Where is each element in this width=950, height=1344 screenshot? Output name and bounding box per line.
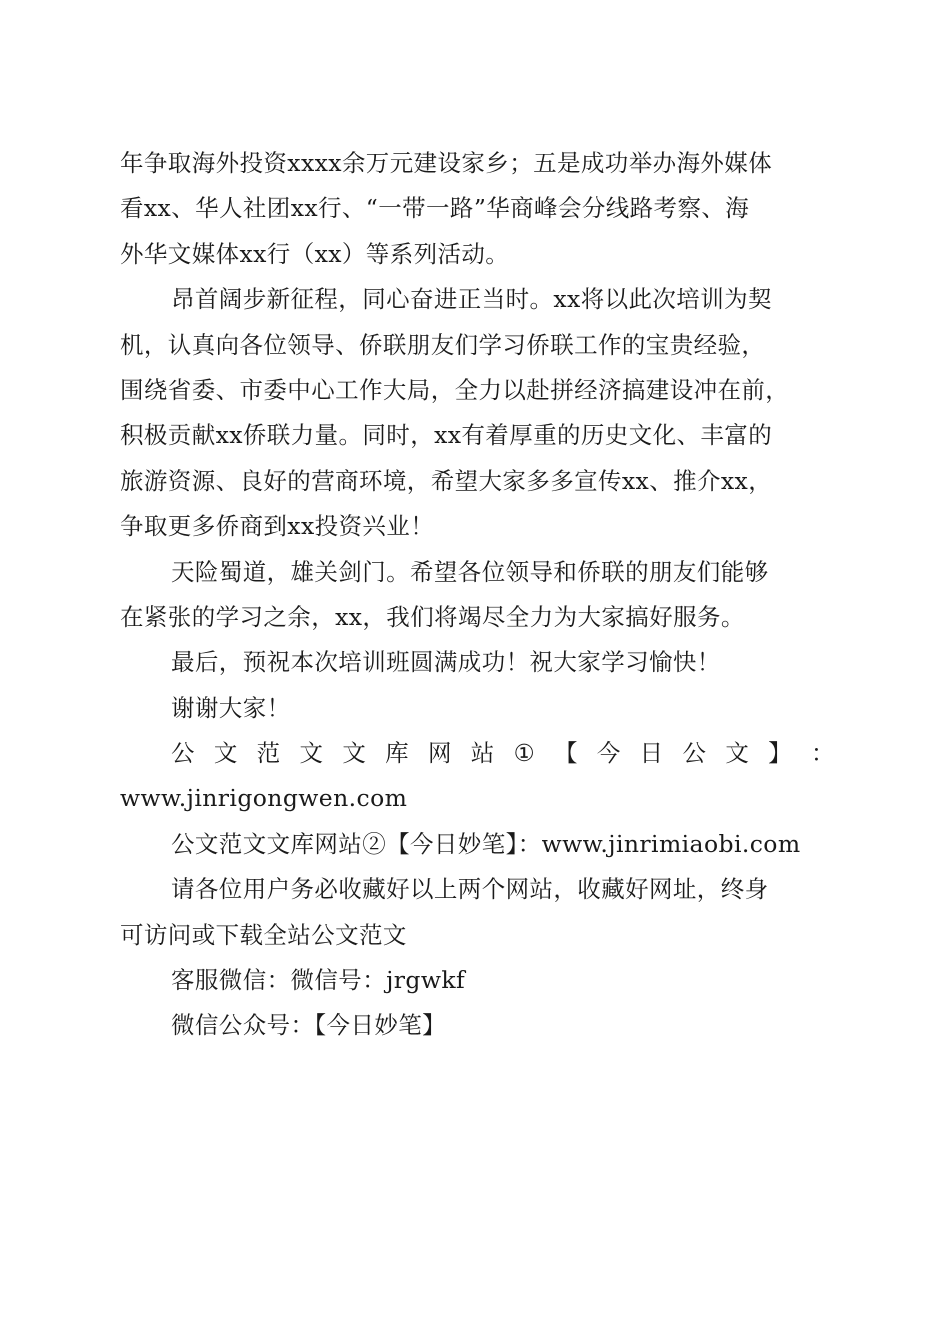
- site-one-label-char: 文: [213, 739, 238, 768]
- paragraph-official-account: 微信公众号：【今日妙笔】: [171, 1011, 447, 1040]
- site-one-label-char: ①: [513, 739, 536, 768]
- site-one-url: www.jinrigongwen.com: [120, 784, 408, 813]
- site-one-label-char: 【: [554, 739, 578, 768]
- text-line: 围绕省委、市委中心工作大局，全力以赴拼经济搞建设冲在前，: [120, 375, 790, 404]
- paragraph-customer-service: 客服微信：微信号：jrgwkf: [171, 966, 466, 995]
- site-one-label-char: 今: [596, 739, 621, 768]
- site-one-label-char: 网: [427, 739, 452, 768]
- paragraph-bookmark-notice: [120, 867, 835, 958]
- paragraph-new-journey: [120, 277, 835, 549]
- site-one-label-char: 站: [470, 739, 495, 768]
- site-one-label: [120, 731, 835, 776]
- text-line: 昂首阔步新征程，同心奋进正当时。xx将以此次培训为契: [171, 285, 772, 314]
- site-one-label-char: 文: [299, 739, 324, 768]
- document-body: [120, 141, 835, 1049]
- text-line: 年争取海外投资xxxx余万元建设家乡；五是成功举办海外媒体: [120, 149, 773, 177]
- paragraph-thanks: 谢谢大家！: [171, 693, 291, 722]
- text-line: 看xx、华人社团xx行、“一带一路”华商峰会分线路考察、海: [120, 194, 750, 223]
- paragraph-site-one: [120, 731, 835, 822]
- text-line: 旅游资源、良好的营商环境，希望大家多多宣传xx、推介xx，: [120, 466, 773, 495]
- site-one-label-char: 公: [682, 739, 707, 768]
- paragraph-overseas-activities: [120, 141, 835, 277]
- site-one-label-char: 文: [725, 739, 750, 768]
- text-line: 天险蜀道，雄关剑门。希望各位领导和侨联的朋友们能够: [171, 557, 769, 586]
- text-line: 积极贡献xx侨联力量。同时，xx有着厚重的历史文化、丰富的: [120, 421, 773, 450]
- site-one-label-char: 范: [256, 739, 281, 768]
- paragraph-site-two: 公文范文文库网站②【今日妙笔】：www.jinrimiaobi.com: [171, 829, 801, 858]
- text-line: 请各位用户务必收藏好以上两个网站，收藏好网址，终身: [171, 875, 769, 904]
- site-one-label-char: 库: [385, 739, 410, 768]
- site-one-label-char: 公: [171, 739, 195, 768]
- site-one-label-char: 文: [342, 739, 367, 768]
- text-line: 可访问或下载全站公文范文: [120, 920, 407, 949]
- site-one-label-char: ：: [810, 739, 835, 768]
- text-line: 在紧张的学习之余，xx，我们将竭尽全力为大家搞好服务。: [120, 602, 745, 631]
- text-line: 外华文媒体xx行（xx）等系列活动。: [120, 239, 510, 268]
- text-line: 机，认真向各位领导、侨联朋友们学习侨联工作的宝贵经验，: [120, 330, 766, 359]
- paragraph-closing-wish: 最后，预祝本次培训班圆满成功！祝大家学习愉快！: [171, 648, 721, 677]
- site-one-label-char: 】: [768, 739, 793, 768]
- paragraph-shu-road: [120, 550, 835, 641]
- site-one-label-char: 日: [639, 739, 664, 768]
- text-line: 争取更多侨商到xx投资兴业！: [120, 512, 435, 541]
